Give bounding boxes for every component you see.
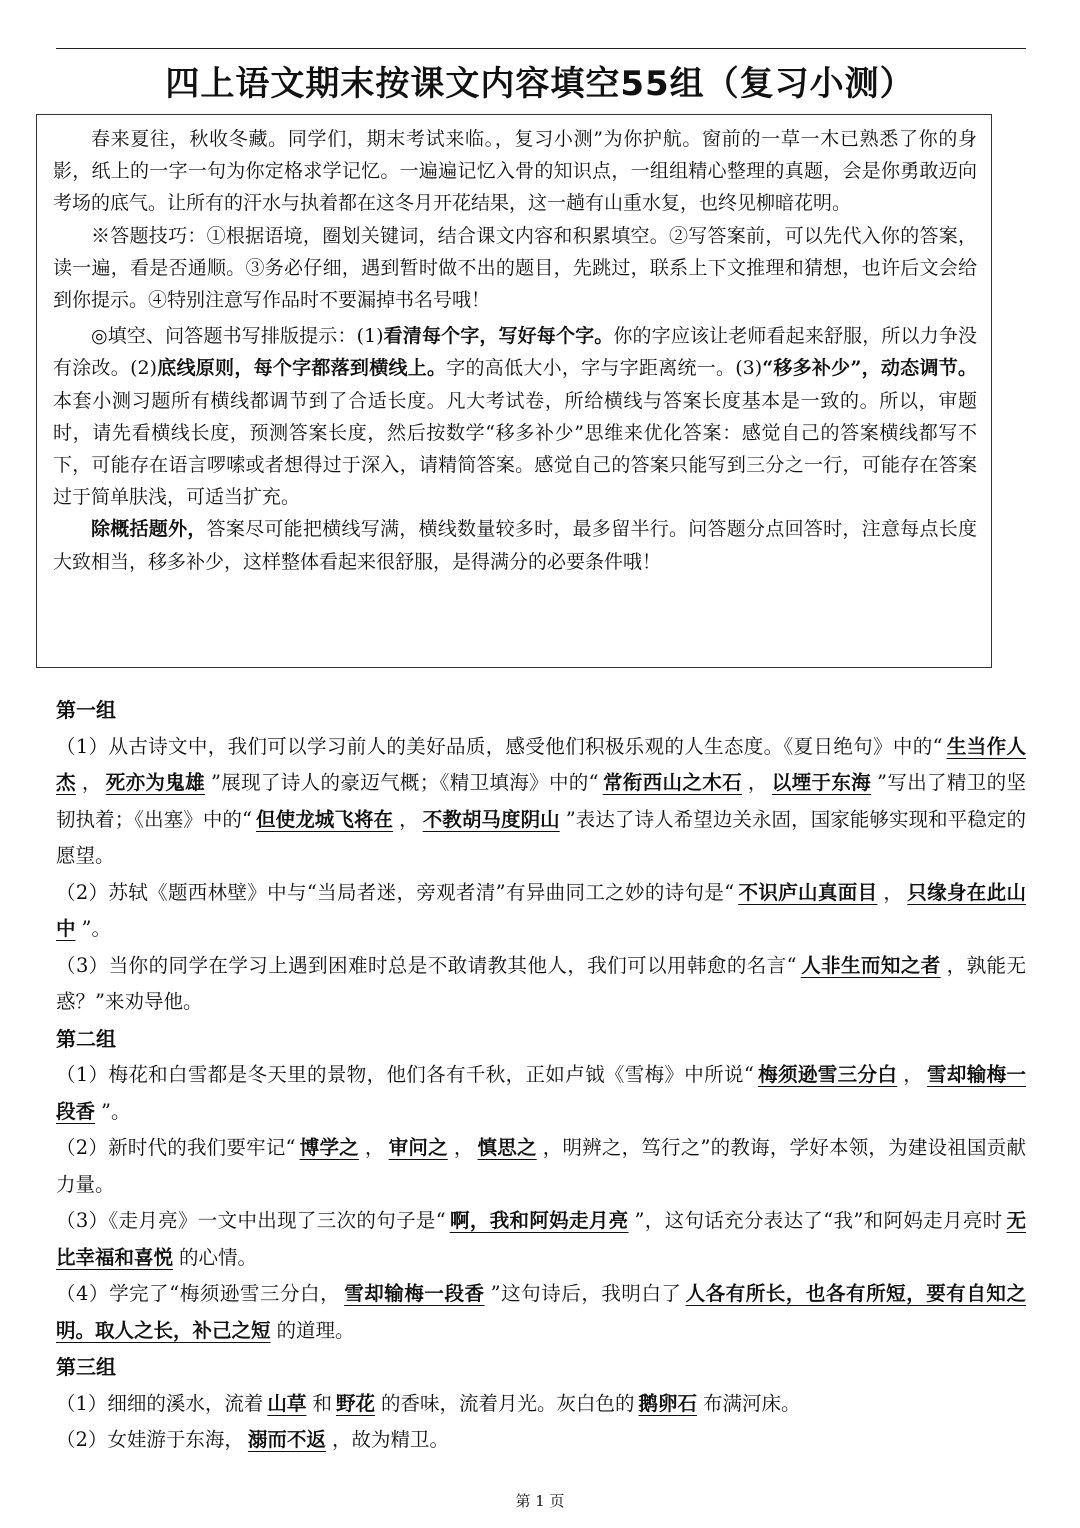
answer-blank[interactable]: 雪却输梅一段香 [344, 1282, 485, 1305]
intro-emphasis: 看清每个字，写好每个字。 [383, 325, 614, 348]
answer-blank[interactable]: 鹅卵石 [638, 1391, 697, 1415]
answer-blank[interactable]: 雪却输梅一段香 [56, 1063, 1026, 1123]
intro-paragraph-4 [53, 513, 977, 577]
question-g2-3 [56, 1203, 1026, 1276]
question-text: （3）《走月亮》一文中出现了三次的句子是“ [56, 1209, 446, 1232]
answer-blank[interactable]: 只缘身在此山中 [56, 880, 1026, 940]
group-header: 第一组 [56, 698, 116, 722]
answer-blank[interactable]: 但使龙城飞将在 [255, 807, 394, 831]
question-text: ”。 [101, 1099, 131, 1123]
answer-blank[interactable]: 梅须逊雪三分白 [757, 1063, 898, 1086]
question-text: 和 [312, 1391, 332, 1415]
answer-blank[interactable]: 无比幸福和喜悦 [56, 1209, 1026, 1269]
question-text: ”。 [81, 917, 111, 940]
question-text: 布满河床。 [703, 1391, 801, 1415]
answer-blank[interactable]: 审问之 [388, 1136, 448, 1159]
intro-text: 本套小测习题所有横线都调节到了合适长度。凡大考试卷，所给横线与答案长度基本是一致的。所以，审题时，请先看横线长度，预测答案长度，然后按数学“移多补少”思维来优化答案：感觉自己的答案横线都写不下，可能存在语言啰嗦或者想得过于深入，请精简答案。感觉自己的答案只能写到三分之一行，可能存在答案过于简单肤浅，可适当扩充。 [53, 389, 977, 509]
top-rule [56, 48, 1026, 49]
question-text: ”表达了诗人希望边关永固，国家能够实现和平稳定的愿望。 [56, 807, 1026, 867]
intro-emphasis: “移多补少”，动态调节。 [762, 357, 977, 380]
question-text: ”，这句话充分表达了“我”和阿妈走月亮时 [634, 1209, 1003, 1232]
answer-blank[interactable]: 慎思之 [477, 1136, 537, 1159]
question-content [56, 692, 1026, 1459]
group-header: 第二组 [56, 1026, 116, 1051]
answer-blank[interactable]: 死亦为鬼雄 [105, 771, 205, 794]
question-g2-1 [56, 1057, 1026, 1130]
intro-text: 答案尽可能把横线写满，横线数量较多时，最多留半行。问答题分点回答时，注意每点长度大致相当，移多补少，这样整体看起来很舒服，是得满分的必要条件哦！ [53, 518, 977, 573]
intro-text: 字的高低大小，字与字距离统一。(3) [446, 357, 763, 380]
question-text: ，故为精卫。 [331, 1428, 449, 1451]
intro-paragraph-1: 春来夏往，秋收冬藏。同学们，期末考试来临。，复习小测”为你护航。窗前的一草一木已熟悉了你的身影，纸上的一字一句为你定格求学记忆。一遍遍记忆入骨的知识点，一组组精心整理的真题，会是你勇敢迈向考场的底气。让所有的汗水与执着都在这冬月开花结果，这一趟有山重水复，也终见柳暗花明。 [53, 128, 977, 215]
question-text: ， [364, 1136, 385, 1159]
answer-blank[interactable]: 溺而不返 [247, 1428, 326, 1451]
question-text: （1）从古诗文中，我们可以学习前人的美好品质，感受他们积极乐观的人生态度。《夏日绝句》中的“ [56, 734, 943, 758]
answer-blank[interactable]: 生当作人杰 [56, 734, 1026, 794]
question-g3-1 [56, 1386, 1026, 1423]
intro-text: ◎填空、问答题书写排版提示：(1) [91, 325, 384, 348]
question-text: （2）苏轼《题西林壁》中与“当局者迷，旁观者清”有异曲同工之妙的诗句是“ [56, 880, 735, 904]
answer-blank[interactable]: 博学之 [299, 1136, 359, 1159]
question-text: （3）当你的同学在学习上遇到困难时总是不敢请教其他人，我们可以用韩愈的名言“ [56, 953, 797, 977]
question-text: ”写出了精卫的坚韧执着；《出塞》中的“ [56, 771, 1026, 831]
question-text: （1）细细的溪水，流着 [56, 1391, 264, 1415]
question-text: （2）女娃游于东海， [56, 1428, 244, 1451]
answer-blank[interactable]: 人非生而知之者 [800, 953, 941, 977]
question-g3-2 [56, 1422, 1026, 1459]
question-text: ， [399, 807, 419, 831]
group-header: 第三组 [56, 1355, 116, 1379]
question-text: ， [453, 1136, 474, 1159]
question-text: 的香味，流着月光。灰白色的 [380, 1391, 635, 1415]
answer-blank[interactable]: 人各有所长，也各有所短，要有自知之明。取人之长，补己之短 [56, 1282, 1026, 1342]
question-text: 的道理。 [276, 1318, 355, 1342]
intro-text: 你的字应该让老师看起来舒服，所以力争没有涂改。(2) [53, 325, 977, 380]
question-text: （2）新时代的我们要牢记“ [56, 1136, 296, 1159]
answer-blank[interactable]: 野花 [335, 1391, 375, 1415]
question-text: ，明辨之，笃行之”的教诲，学好本领，为建设祖国贡献力量。 [56, 1136, 1026, 1196]
answer-blank[interactable]: 常衔西山之木石 [602, 771, 742, 794]
answer-blank[interactable]: 山草 [267, 1391, 307, 1415]
intro-paragraph-2: ※答题技巧：①根据语境，圈划关键词，结合课文内容和积累填空。②写答案前，可以先代入你的答案，读一遍，看是否通顺。③务必仔细，遇到暂时做不出的题目，先跳过，联系上下文推理和猜想，也许后文会给到你提示。④特别注意写作品时不要漏掉书名号哦！ [53, 224, 977, 312]
answer-blank[interactable]: 啊，我和阿妈走月亮 [449, 1209, 629, 1232]
page-number: 第 1 页 [515, 1492, 565, 1510]
intro-emphasis: 底线原则，每个字都落到横线上。 [156, 357, 447, 380]
intro-emphasis: 除概括题外， [91, 518, 207, 541]
question-g2-4 [56, 1276, 1026, 1349]
question-text: （1）梅花和白雪都是冬天里的景物，他们各有千秋，正如卢钺《雪梅》中所说“ [56, 1063, 754, 1086]
question-text: ”展现了诗人的豪迈气概；《精卫填海》中的“ [210, 771, 599, 794]
answer-blank[interactable]: 不教胡马度阴山 [422, 807, 560, 831]
question-text: ， [903, 1063, 924, 1086]
question-text: ， [883, 880, 904, 904]
question-text: ， [747, 771, 768, 794]
question-text: ”这句诗后，我明白了 [490, 1282, 682, 1305]
question-g1-2 [56, 875, 1026, 948]
question-g1-3 [56, 948, 1026, 1021]
question-g1-1 [56, 729, 1026, 875]
question-text: （4）学完了“梅须逊雪三分白， [56, 1282, 341, 1305]
question-text: ，孰能无惑？”来劝导他。 [56, 953, 1026, 1013]
question-g2-2 [56, 1130, 1026, 1203]
answer-blank[interactable]: 不识庐山真面目 [738, 880, 878, 904]
question-text: ， [81, 771, 102, 794]
page-title: 四上语文期末按课文内容填空55组（复习小测） [165, 64, 915, 104]
question-text: 的心情。 [179, 1245, 258, 1269]
intro-box [36, 114, 992, 668]
intro-paragraph-3 [53, 320, 977, 513]
answer-blank[interactable]: 以堙于东海 [771, 771, 872, 794]
